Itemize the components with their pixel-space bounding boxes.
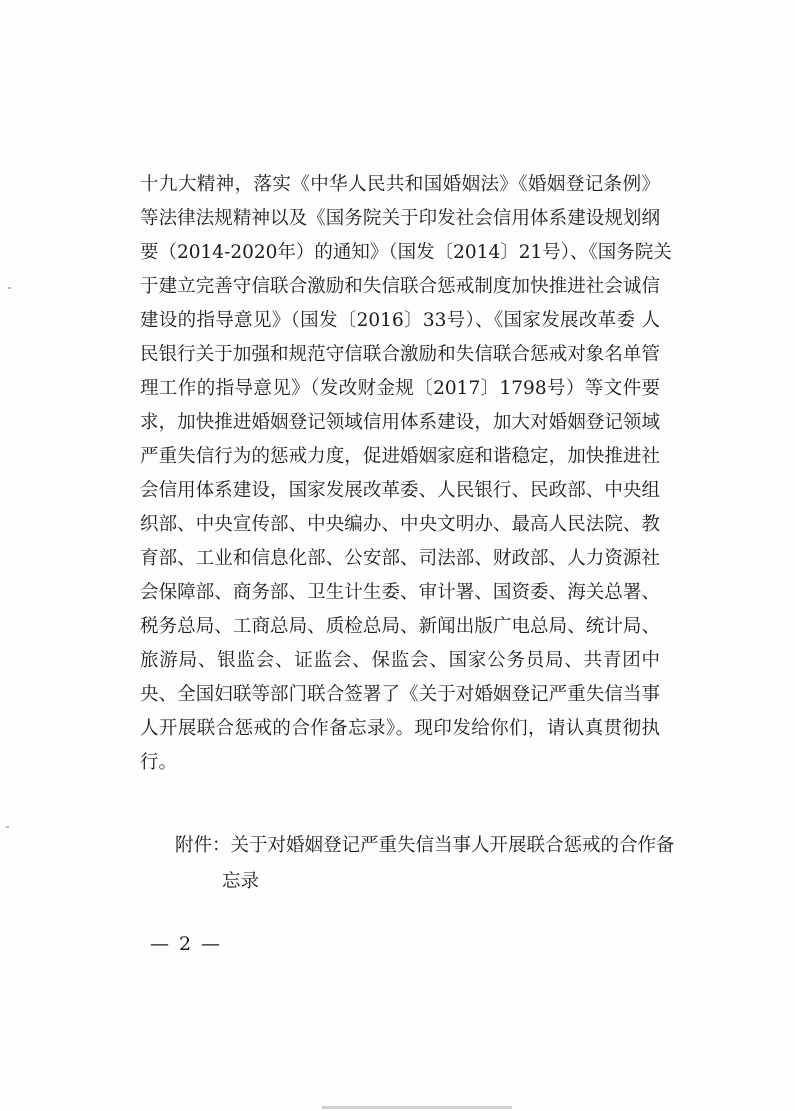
- body-line: 十九大精神，落实《中华人民共和国婚姻法》《婚姻登记条例》: [140, 174, 660, 195]
- body-line: 建设的指导意见》（国发〔2016〕33号）、《国家发展改革委 人: [140, 310, 660, 331]
- body-text: [140, 168, 672, 780]
- attachment-line: 附件：关于对婚姻登记严重失信当事人开展联合惩戒的合作备: [175, 835, 675, 856]
- body-line: 央、全国妇联等部门联合签署了《关于对婚姻登记严重失信当事: [140, 684, 660, 705]
- body-line: 旅游局、银监会、证监会、保监会、国家公务员局、共青团中: [140, 650, 660, 671]
- body-line: 织部、中央宣传部、中央编办、中央文明办、最高人民法院、教: [140, 514, 660, 535]
- body-line: 行。: [140, 752, 178, 773]
- page-number: — 2 —: [150, 933, 223, 955]
- body-line: 求，加快推进婚姻登记领域信用体系建设，加大对婚姻登记领域: [140, 412, 660, 433]
- body-line: 人开展联合惩戒的合作备忘录》。现印发给你们，请认真贯彻执: [140, 718, 660, 739]
- scan-edge-shadow: [322, 1106, 512, 1109]
- body-line: 民银行关于加强和规范守信联合激励和失信联合惩戒对象名单管: [140, 344, 660, 365]
- body-line: 要（2014-2020年）的通知》（国发〔2014〕21号）、《国务院关: [140, 242, 672, 263]
- body-line: 会信用体系建设，国家发展改革委、人民银行、民政部、中央组: [140, 480, 660, 501]
- body-line: 税务总局、工商总局、质检总局、新闻出版广电总局、统计局、: [140, 616, 660, 637]
- body-line: 严重失信行为的惩戒力度，促进婚姻家庭和谐稳定，加快推进社: [140, 446, 660, 467]
- body-line: 等法律法规精神以及《国务院关于印发社会信用体系建设规划纲: [140, 208, 660, 229]
- body-line: 会保障部、商务部、卫生计生委、审计署、国资委、海关总署、: [140, 582, 660, 603]
- body-line: 于建立完善守信联合激励和失信联合惩戒制度加快推进社会诚信: [140, 276, 660, 297]
- scan-speck: [8, 287, 11, 289]
- body-line: 理工作的指导意见》（发改财金规〔2017〕1798号）等文件要: [140, 378, 660, 399]
- scan-speck: [6, 826, 9, 828]
- body-line: 育部、工业和信息化部、公安部、司法部、财政部、人力资源社: [140, 548, 660, 569]
- attachment-note: [175, 828, 675, 900]
- attachment-line: 忘录: [222, 871, 260, 892]
